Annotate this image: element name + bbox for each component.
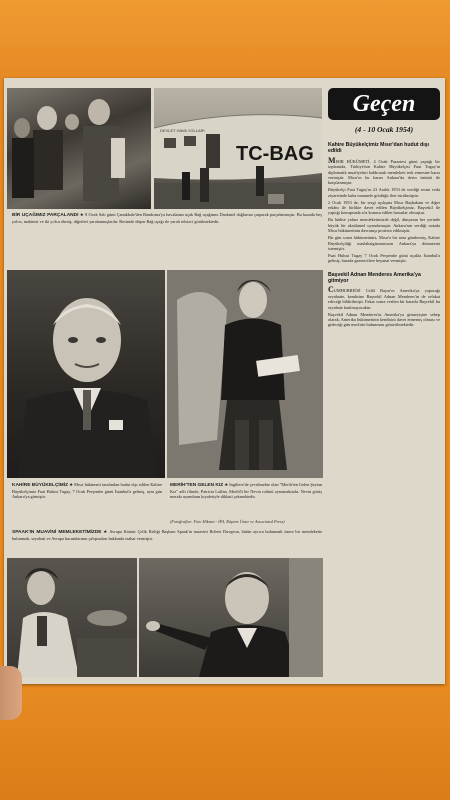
paragraph-text: UMHURREİSİ Celâl Bayar'ın Amerika'ya yapacağı seyahatte, kendisine Başvekil Adnan Menderes'in de refakat edeceği bildirilmişti. Fakat sonra verilen bir kararla Başvekil bu seyahate katılmayacaktır. [328,288,440,310]
article-body-cairo [328,155,440,264]
caption-film [170,482,322,500]
article-paragraph: 2 Ocak 1953 de, bir sergi açılışına Mısır Başbakanı ve diğer erkânı ile birlikte davet edilen Büyükelçimiz, Başvekil ile yaptığı konuşmada söz konusu edilen hususlar olmuştur. [328,199,440,216]
caption-spaak-text: Avrupa Kömür Çelik Birliği Başkanı Spaak'ın muavini Robert Duvgeon, bütün ayrıca bulunmak üzere bir memlekette bulunmak, seyahati ve Avrupa kurumlarının çalışmaları hakkında izahat vermiştir. [12,529,323,541]
caption-spaak-head: SPAAK'IN MUAVİNİ MEMLEKETİMİZDE [12,530,102,535]
drop-cap: M [328,155,336,165]
star-icon: ★ [79,212,84,217]
article-paragraph: Fuat Hulusi Tugay 7 Ocak Perşembe günü uçakla İstanbul'a gelmiş, burada gazetecilere beyanat vermiştir. [328,252,440,264]
magazine-page [4,78,445,684]
orange-background-top [0,0,450,80]
photo-spaak-deputy [139,558,323,677]
article-paragraph: Bu hâdise yalnız memleketimizde değil, dünyanın her yerinde büyük bir aksülamel uyandırmıştır. Ankara'nın verdiği notada Mısır hükümetinin davranışı protesto edilmiştir. [328,217,440,234]
star-icon: ★ [69,482,74,487]
photo-ambassador-portrait [7,270,165,478]
aircraft-small-lettering: DEVLET HAVA YOLLARI [160,128,205,133]
star-icon: ★ [224,482,229,487]
sidebar-column [328,88,440,329]
drop-cap: C [328,285,334,295]
masthead-logo: Geçen [328,88,440,120]
thumb-holding-page [0,666,22,720]
photo-airplane-tc-bag [154,88,322,209]
caption-plane-crash-head: BİR UÇAĞIMIZ PARÇALANDI [12,213,79,218]
caption-film-text: İngiltere'de çevrilmekte olan "Merih'ten Gelen Şeytan Kız" adlı filmde, Patricia Laffan, Merih'li bir Nevin rolünü oynamaktadır. Nevin görüş merakı uyandıran kıyafetiyle dikkati çekmektedir. [170,482,323,500]
caption-ambassador-text: Mısır hükümeti tarafından hudut dışı edilen Kahire Büyükelçimiz Fuat Hulusi Tugay, 7 Ocak Perşembe günü İstanbul'a gelmiş, aynı gün Ankara'ya gitmiştir. [12,482,163,500]
caption-ambassador-head: KAHİRE BÜYÜKELÇİMİZ [12,483,69,488]
photo-film-actress [167,270,323,478]
masthead-dates: (4 - 10 Ocak 1954) [354,125,414,134]
caption-plane-crash-text: 8 Ocak Salı günü Çanakkale'den Bandırma'ya havalanan uçak Bağ uçağımız Dardanel dağlarına çarparak parçalanmıştır. Bu kazada beş yolcu, makinist ve iki yolcu ölmüş, diğerleri yaralanmışlardır. Resimde düşen Bağ uçağı ile yaralı telsizci görülmektedir. [12,212,322,224]
paragraph-text: ISIR HÜKÜMETİ, 4 Ocak Pazartesi günü yaptığı bir toplantıda, Türkiye'nin Kahire Büyükelçisi Fuat Tugay'ın diplomatik muafiyetini kaldırarak memleketi terk etmesine karar vermiştir. Mısır'ın bu kararı Ankara'da derin üzüntü ile karşılanmıştır. [328,158,440,186]
article-paragraph: Büyükelçi Fuat Tugay'ın 23 Aralık 1953 de verdiği resmi veda ziyaretinde kaba muamele gördüğü ileri sürülmüştür. [328,187,440,198]
star-icon: ★ [103,529,108,534]
article-headline-menderes: Başvekil Adnan Menderes Amerika'ya gitmiyor [328,271,421,285]
photo-crash-survivors [7,88,151,209]
caption-spaak-deputy [12,529,322,541]
caption-plane-crash [12,212,322,224]
article-paragraph: Başvekil Adnan Menderes'in Amerika'ya gitmeyişine sebep olarak, Amerika hükümetinin kendisini davet etmemiş olması ve gideceği gün mecliste bulunması gösterilmektedir. [328,311,440,328]
caption-ambassador [12,482,162,500]
caption-film-head: MERİH'TEN GELEN KIZ [170,483,224,488]
article-headline-cairo: Kahire Büyükelçimiz Mısır'dan hudut dışı edildi [328,142,429,155]
article-body-menderes [328,287,440,327]
aircraft-registration: TC-BAG [236,143,314,165]
article-paragraph [328,155,440,186]
article-paragraph [328,287,440,310]
orange-background-bottom [0,690,450,800]
article-paragraph: Bir gün sonra hükümetimiz, Mısır'a bir nota göndermiş, Kahire Büyükelçiliği maslahatgüzarımızın Ankara'ya dönmesini istemiştir. [328,235,440,251]
photo-credit: (Fotoğraflar: Foto Hikmet - İFA, Rüştem Ümer ve Associated Press) [170,519,285,524]
photo-seated-woman [7,558,137,677]
